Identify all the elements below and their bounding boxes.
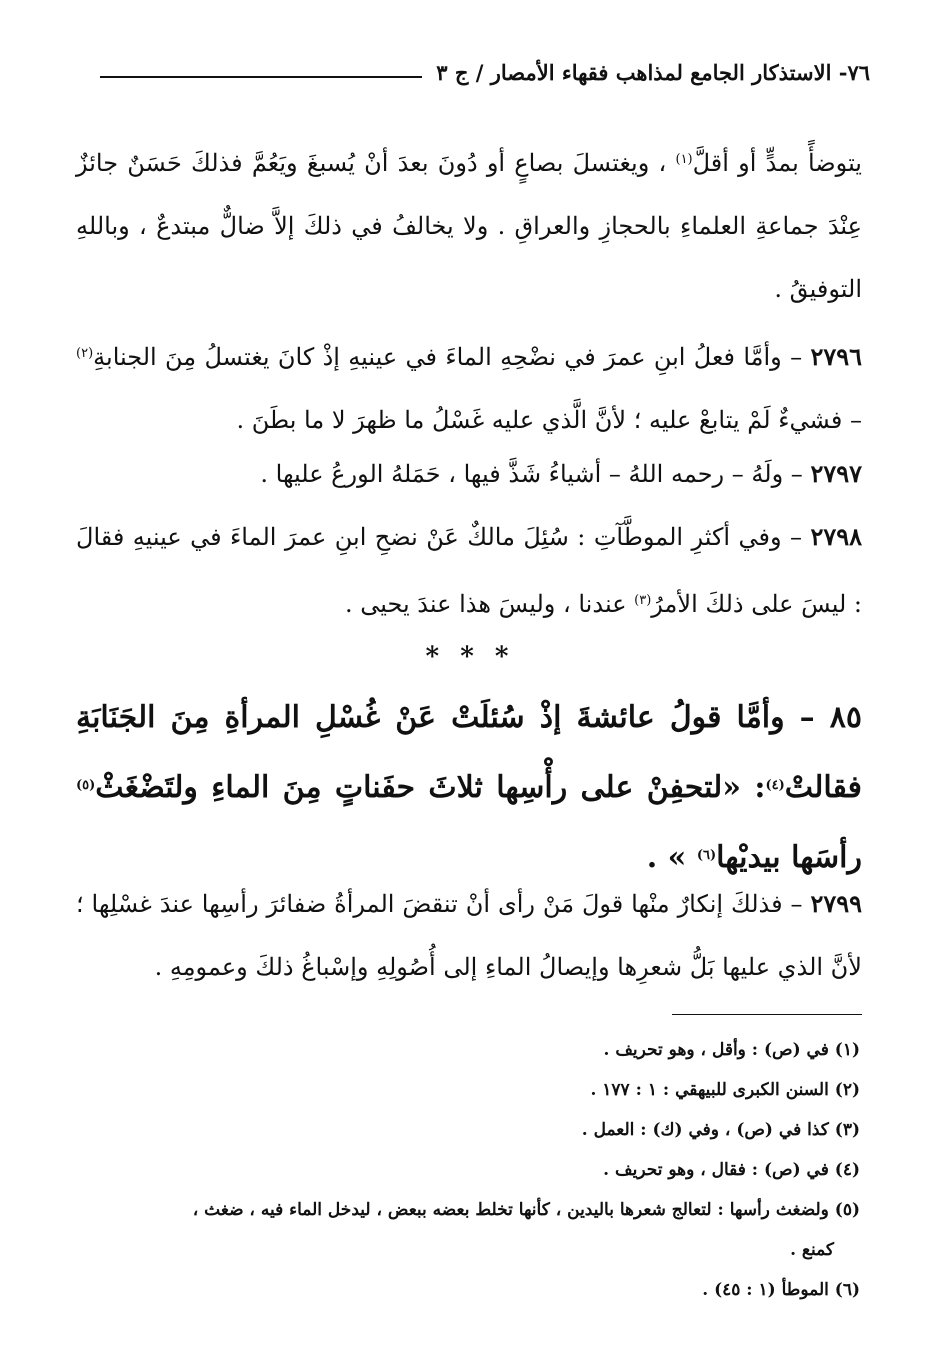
paragraph-2798-text-a: – وفي أكثرِ الموطَّآتِ : سُئِلَ مالكٌ عَنْ نضحِ ابنِ عمرَ الماءَ في عينيهِ فقالَ : ليسَ على ذلكَ الأمرُ <box>76 523 862 618</box>
footnote-divider <box>672 1014 862 1015</box>
paragraph-2796 <box>76 322 862 452</box>
paragraph-2798 <box>76 505 862 636</box>
paragraph-intro-text-b: ، ويغتسلَ بصاعٍ أو دُونَ بعدَ أنْ يُسبغَ ويَعُمَّ فذلكَ حَسَنٌ جائزٌ عِنْدَ جماعةِ العلماءِ بالحجازِ والعراقِ . ولا يخالفُ في ذلكَ إلاَّ ضالٌّ مبتدعٌ ، وباللهِ التوفيقُ . <box>76 149 862 303</box>
footnote-ref-3: (٣) <box>634 593 652 608</box>
paragraph-2796-text-b: – فشيءٌ لَمْ يتابعْ عليه ؛ لأنَّ الَّذي عليه غَسْلُ ما ظهرَ لا ما بطَنَ . <box>236 406 862 434</box>
paragraph-2797 <box>76 442 862 506</box>
footnotes <box>70 1030 860 1310</box>
footnote-ref-1: (١) <box>675 152 693 167</box>
running-header <box>100 56 870 88</box>
footnote-3: (٣) كذا في (ص) ، وفي (ك) : العمل . <box>581 1120 860 1140</box>
footnote-5: (٥) ولضغث رأسها : لتعالج شعرها باليدين ، كأنها تخلط بعضه ببعض ، ليدخل الماء فيه ، ضغث ، <box>192 1200 860 1220</box>
paragraph-number: ٢٧٩٧ <box>810 459 862 488</box>
footnote-ref-4: (٤) <box>765 778 785 793</box>
footnote-6: (٦) الموطأ (١ : ٤٥) . <box>702 1280 860 1300</box>
section-heading-85 <box>76 684 862 892</box>
header-rule <box>100 76 422 78</box>
footnote-2: (٢) السنن الكبرى للبيهقي : ١ : ١٧٧ . <box>590 1080 860 1100</box>
section-heading-text-a: – وأمَّا قولُ عائشةَ إذْ سُئلَتْ عَنْ غُسْلِ المرأةِ مِنَ الجَنَابَةِ فقالتْ <box>76 700 862 805</box>
paragraph-intro-text-a: يتوضأً بمدٍّ أو أقلَّ <box>692 149 862 177</box>
paragraph-2799 <box>76 872 862 999</box>
paragraph-number: ٢٧٩٨ <box>810 522 862 551</box>
paragraph-number: ٢٧٩٦ <box>810 342 862 371</box>
footnote-5-continued: كمنع . <box>790 1240 834 1260</box>
section-separator: * * * <box>425 642 515 672</box>
section-heading-text-d: » . <box>646 840 687 875</box>
footnote-ref-5: (٥) <box>76 778 96 793</box>
paragraph-number: ٢٧٩٩ <box>810 889 862 918</box>
paragraph-intro <box>76 128 862 321</box>
paragraph-2799-text: – فذلكَ إنكارٌ منْها قولَ مَنْ رأى أنْ تنقضَ المرأةُ ضفائرَ رأسِها عندَ غسْلِها ؛ لأنَّ الذي عليها بَلُّ شعرِها وإيصالُ الماءِ إلى أُصُولِهِ وإسْباغُ ذلكَ وعمومِهِ . <box>76 890 862 981</box>
header-title: ٧٦- الاستذكار الجامع لمذاهب فقهاء الأمصار / ج ٣ <box>436 59 870 85</box>
paragraph-2797-text: – ولَهُ – رحمه اللهُ – أشياءُ شَذَّ فيها ، حَمَلهُ الورعُ عليها . <box>260 460 803 488</box>
footnote-4: (٤) في (ص) : فقال ، وهو تحريف . <box>603 1160 860 1180</box>
section-heading-text-b: : «لتحفِنْ على رأْسِها ثلاثَ حفَناتٍ مِنَ الماءِ ولتَضْغَثْ <box>95 770 766 805</box>
footnote-ref-6: (٦) <box>696 848 717 863</box>
footnote-1: (١) في (ص) : وأقل ، وهو تحريف . <box>603 1040 860 1060</box>
footnote-ref-2: (٢) <box>76 346 94 361</box>
paragraph-2796-text-a: – وأمَّا فعلُ ابنِ عمرَ في نضْحِهِ الماءَ في عينيهِ إذْ كانَ يغتسلُ مِنَ الجنابةِ <box>93 343 803 371</box>
section-number: ٨٥ <box>829 700 862 735</box>
section-heading-text-c: رأسَها بيديْها <box>716 840 862 875</box>
paragraph-2798-text-b: عندنا ، وليسَ هذا عندَ يحيى . <box>344 590 627 618</box>
